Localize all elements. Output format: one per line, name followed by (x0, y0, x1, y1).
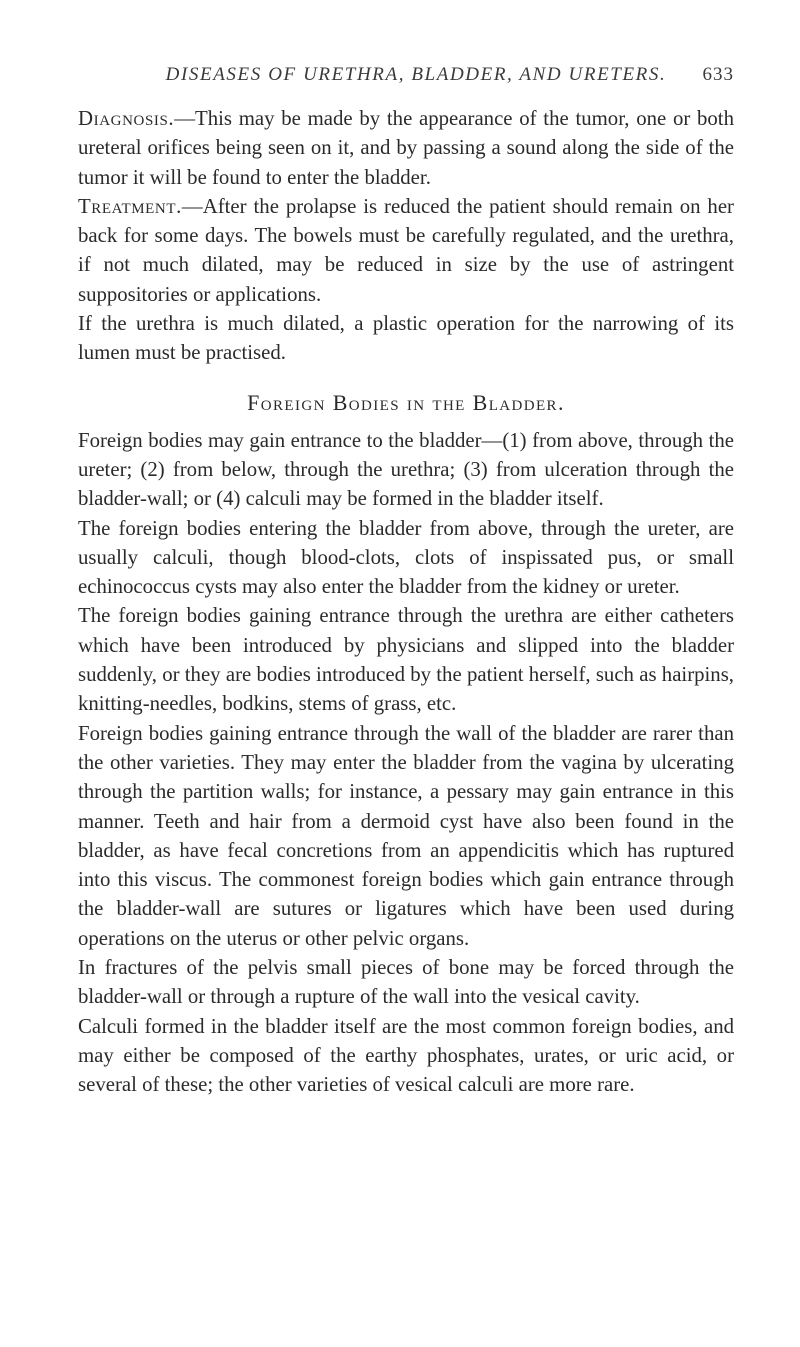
paragraph-from-above: The foreign bodies entering the bladder from above, through the ureter, are usually calculi, though blood-clots, clots of inspissated pus, or small echinococcus cysts may also enter the bladder from the kidney or ureter. (78, 516, 734, 599)
running-title: DISEASES OF URETHRA, BLADDER, AND URETERS. (165, 64, 667, 85)
paragraph-calculi: Calculi formed in the bladder itself are the most common foreign bodies, and may either be composed of the earthy phosphates, urates, or uric acid, or several of these; the other varieties of vesical calculi are more rare. (78, 1014, 734, 1097)
running-head (78, 64, 734, 94)
book-page (78, 64, 734, 1100)
run-in-heading-treatment: Treatment. (78, 194, 182, 218)
paragraph-text: —This may be made by the appearance of the tumor, one or both ureteral orifices being seen on it, and by passing a sound along the side of the tumor it will be found to enter the bladder. (78, 107, 734, 189)
paragraph-through-wall: Foreign bodies gaining entrance through the wall of the bladder are rarer than the other varieties. They may enter the bladder from the vagina by ulcerating through the partition walls; for instance, a pessary may gain entrance in this manner. Teeth and hair from a dermoid cyst have also been found in the bladder, as have fecal concretions from an appendicitis which has ruptured into this viscus. The commonest foreign bodies which gain entrance through the bladder-wall are sutures or ligatures which have been used during operations on the uterus or other pelvic organs. (78, 721, 734, 950)
paragraph-plastic-operation: If the urethra is much dilated, a plastic operation for the narrowing of its lumen must be practised. (78, 312, 734, 365)
section-heading: Foreign Bodies in the Bladder. (247, 389, 565, 415)
paragraph-pelvic-fractures: In fractures of the pelvis small pieces of bone may be forced through the bladder-wall or through a rupture of the wall into the vesical cavity. (78, 956, 734, 1009)
page-number: 633 (702, 64, 734, 85)
paragraph-through-urethra: The foreign bodies gaining entrance through the urethra are either catheters which have been introduced by physicians and slipped into the bladder suddenly, or they are bodies introduced by the patient herself, such as hairpins, knitting-needles, bodkins, stems of grass, etc. (78, 604, 734, 716)
paragraph-diagnosis (78, 104, 734, 192)
body-text (78, 104, 734, 1100)
paragraph-entry-routes: Foreign bodies may gain entrance to the bladder—(1) from above, through the ureter; (2) from below, through the urethra; (3) from ulceration through the bladder-wall; or (4) calculi may be formed in the bladder itself. (78, 428, 734, 511)
run-in-heading-diagnosis: Diagnosis. (78, 107, 175, 130)
paragraph-treatment (78, 192, 734, 309)
paragraph-text: —After the prolapse is reduced the patient should remain on her back for some days. The bowels must be carefully regulated, and the urethra, if not much dilated, may be reduced in size by the use of astringent suppositories or applications. (78, 194, 734, 306)
